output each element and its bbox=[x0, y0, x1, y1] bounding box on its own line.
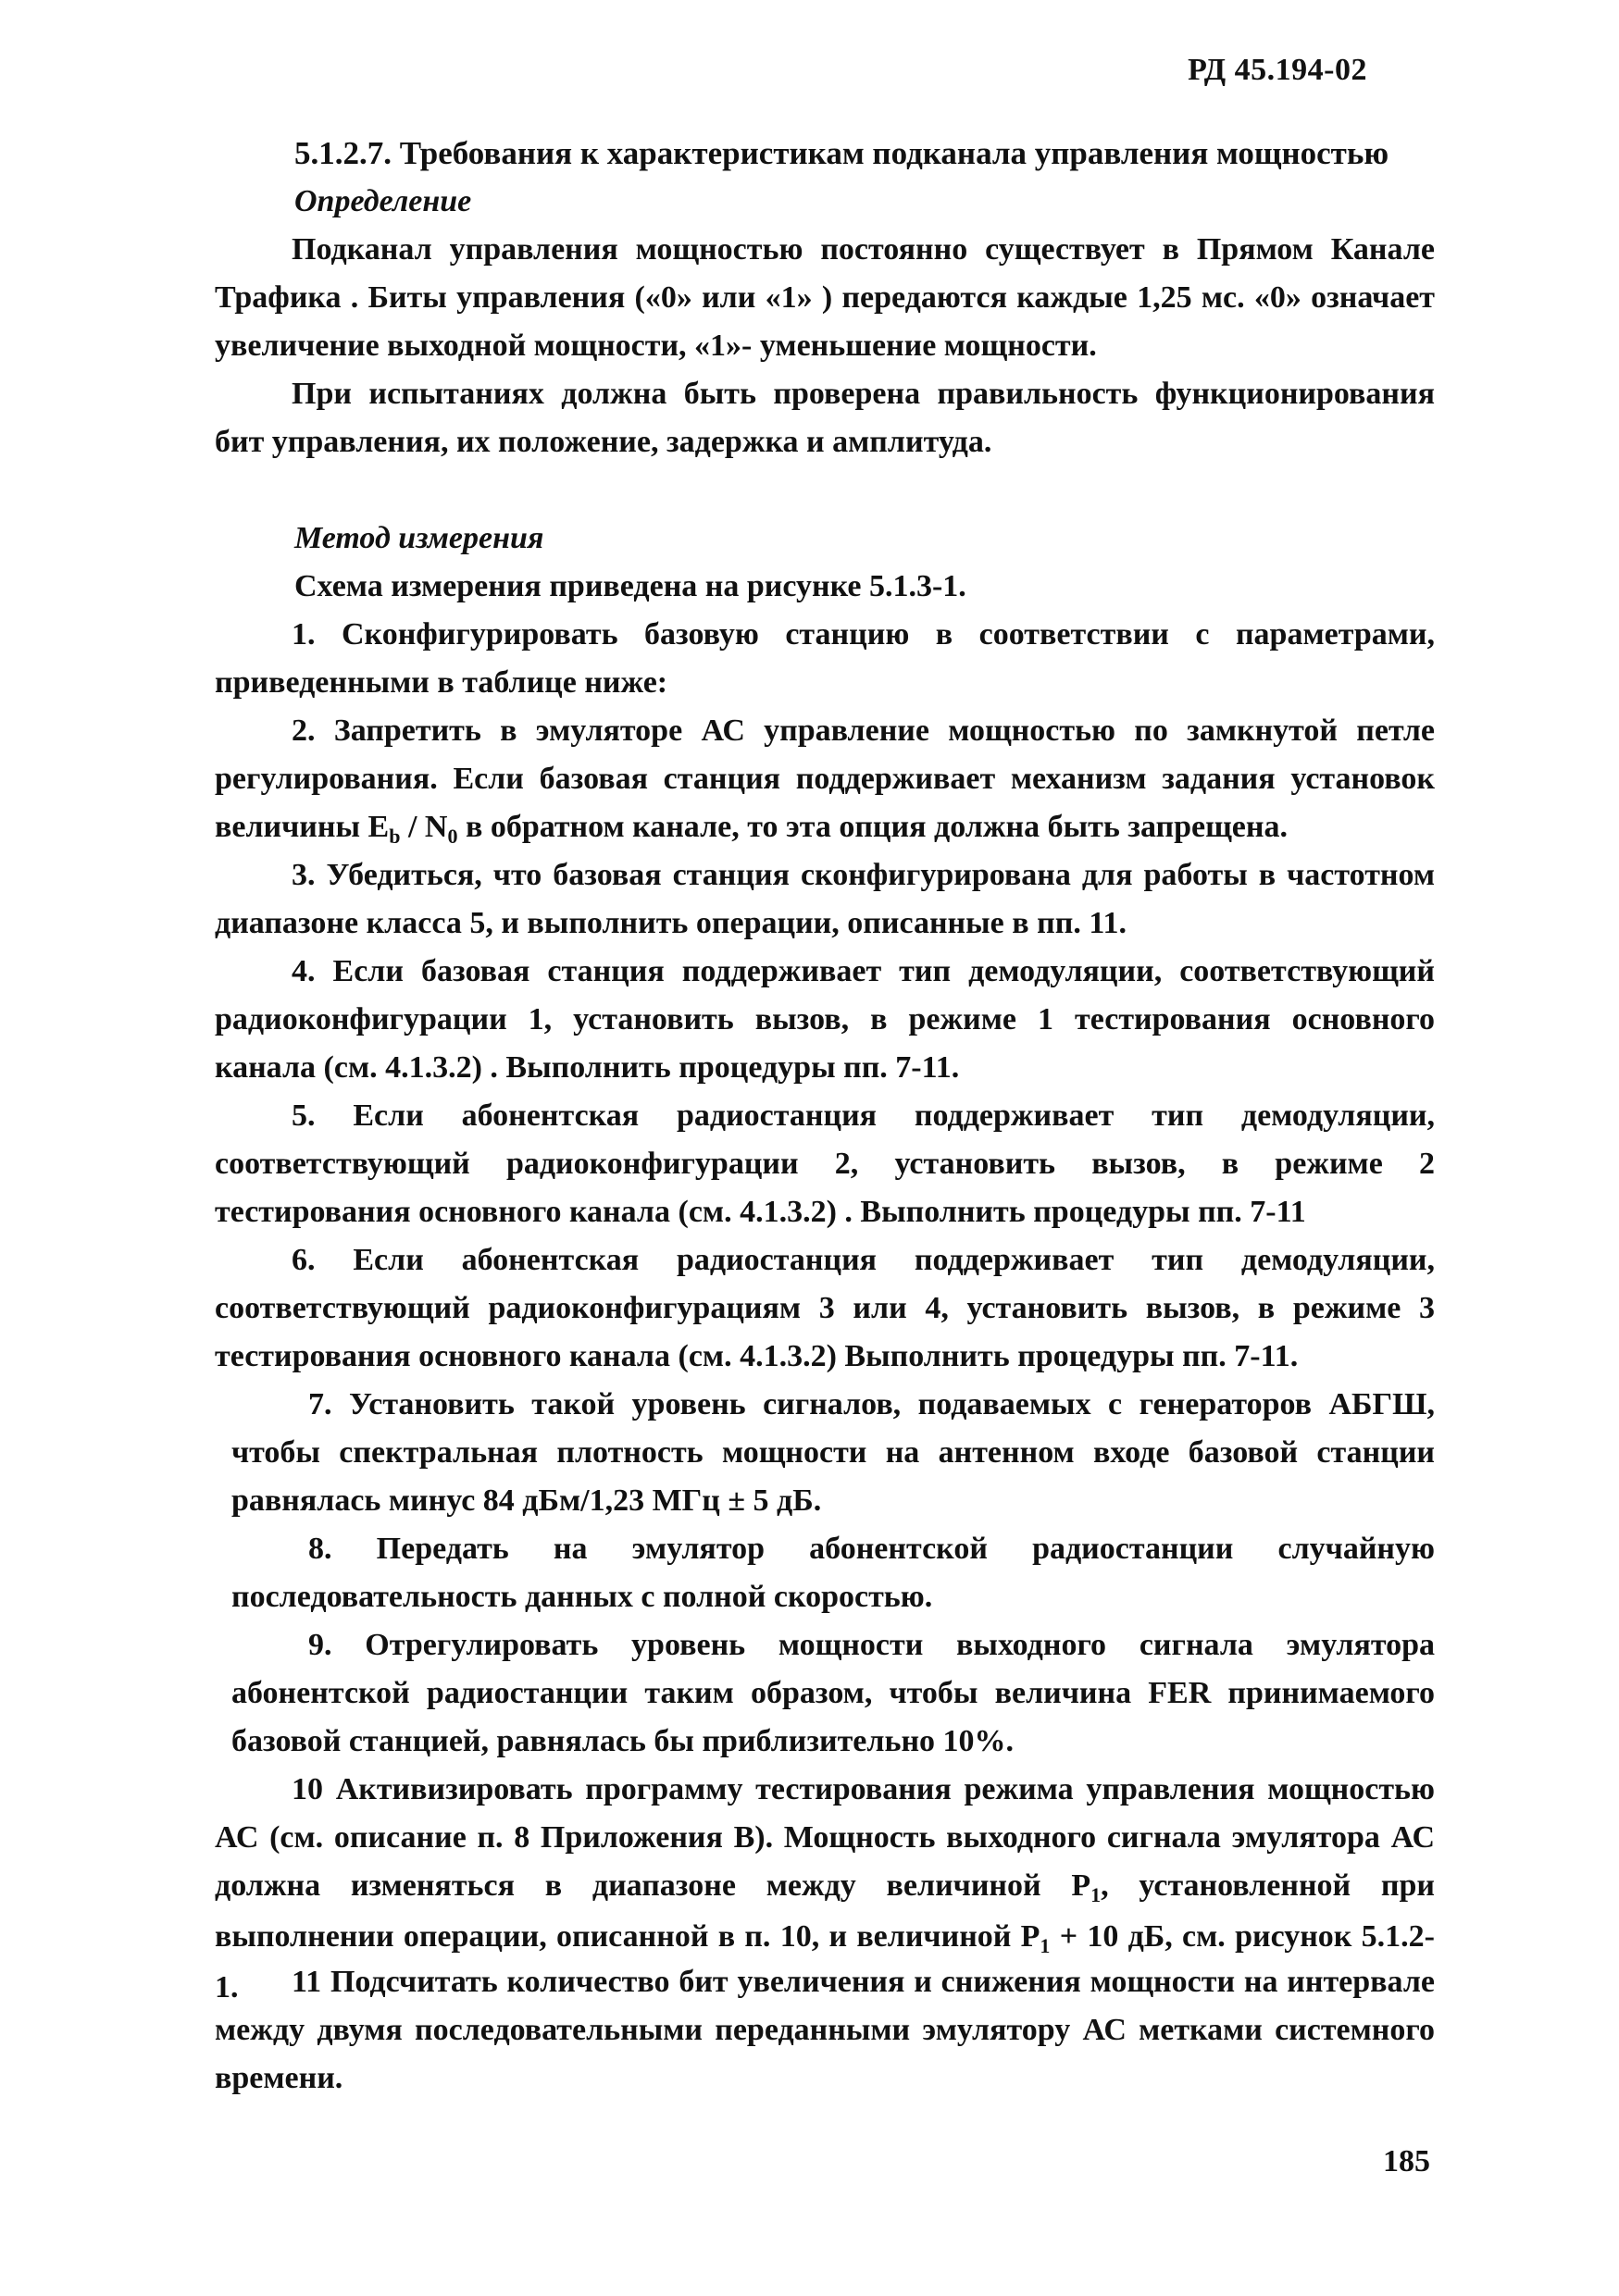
step-2-subscript-0: 0 bbox=[447, 825, 458, 848]
step-10-subscript-1: 1 bbox=[1090, 1883, 1102, 1906]
step-5: 5. Если абонентская радиостанция поддерживает тип демодуляции, соответствующий радиоконфигурации 2, установить вызов, в режиме 2 тестирования основного канала (см. 4.1.3.2) . Выполнить процедуры пп. 7-11 bbox=[215, 1098, 1435, 1229]
step-6: 6. Если абонентская радиостанция поддерживает тип демодуляции, соответствующий радиоконфигурациям 3 или 4, установить вызов, в режиме 3 тестирования основного канала (см. 4.1.3.2) Выполнить процедуры пп. 7-11. bbox=[215, 1243, 1435, 1373]
step-2-text-c: в обратном канале, то эта опция должна быть запрещена. bbox=[457, 810, 1288, 844]
step-2-text-b: / N bbox=[400, 810, 448, 844]
step-2-text-a: 2. Запретить в эмуляторе АС управление мощностью по замкнутой петле регулирования. Если базовая станция поддерживает механизм задания установок величины E bbox=[215, 714, 1435, 844]
step-3: 3. Убедиться, что базовая станция сконфигурирована для работы в частотном диапазоне класса 5, и выполнить операции, описанные в пп. 11. bbox=[215, 858, 1435, 940]
step-7: 7. Установить такой уровень сигналов, подаваемых с генераторов АБГШ, чтобы спектральная плотность мощности на антенном входе базовой станции равнялась минус 84 дБм/1,23 МГц ± 5 дБ. bbox=[231, 1387, 1435, 1518]
step-8: 8. Передать на эмулятор абонентской радиостанции случайную последовательность данных с полной скоростью. bbox=[231, 1532, 1435, 1614]
step-10-subscript-2: 1 bbox=[1040, 1934, 1051, 1957]
step-10-text-a: 10 Активизировать программу тестирования режима управления мощностью АС (см. описание п. 8 Приложения В). Мощность выходного сигнала эмулятора АС должна изменяться в диапазоне между величиной P bbox=[215, 1772, 1435, 1903]
step-2-subscript-b: b bbox=[389, 825, 401, 848]
method-intro: Схема измерения приведена на рисунке 5.1.3-1. bbox=[294, 569, 966, 603]
step-9: 9. Отрегулировать уровень мощности выходного сигнала эмулятора абонентской радиостанции таким образом, чтобы величина FER принимаемого базовой станцией, равнялась бы приблизительно 10%. bbox=[231, 1628, 1435, 1758]
step-4: 4. Если базовая станция поддерживает тип демодуляции, соответствующий радиоконфигурации 1, установить вызов, в режиме 1 тестирования основного канала (см. 4.1.3.2) . Выполнить процедуры пп. 7-11. bbox=[215, 954, 1435, 1085]
definition-heading: Определение bbox=[294, 184, 472, 218]
definition-paragraph-1: Подканал управления мощностью постоянно существует в Прямом Канале Трафика . Биты управления («0» или «1» ) передаются каждые 1,25 мс. «0» означает увеличение выходной мощности, «1»- уменьшение мощности. bbox=[215, 232, 1435, 363]
page-number: 185 bbox=[1383, 2144, 1430, 2178]
document-code: РД 45.194-02 bbox=[1188, 53, 1367, 87]
section-title: 5.1.2.7. Требования к характеристикам подканала управления мощностью bbox=[294, 135, 1389, 171]
definition-paragraph-2: При испытаниях должна быть проверена правильность функционирования бит управления, их положение, задержка и амплитуда. bbox=[215, 377, 1435, 459]
step-1: 1. Сконфигурировать базовую станцию в соответствии с параметрами, приведенными в таблице ниже: bbox=[215, 617, 1435, 700]
step-10-text-c: + 10 дБ, см. рисунок 5.1.2-1. bbox=[215, 1919, 1435, 2004]
step-10-text-b: , установленной при выполнении операции, описанной в п. 10, и величиной P bbox=[215, 1868, 1435, 1954]
step-2 bbox=[215, 707, 1435, 854]
method-heading: Метод измерения bbox=[294, 521, 544, 555]
step-11: 11 Подсчитать количество бит увеличения и снижения мощности на интервале между двумя последовательными переданными эмулятору АС метками системного времени. bbox=[215, 1965, 1435, 2095]
